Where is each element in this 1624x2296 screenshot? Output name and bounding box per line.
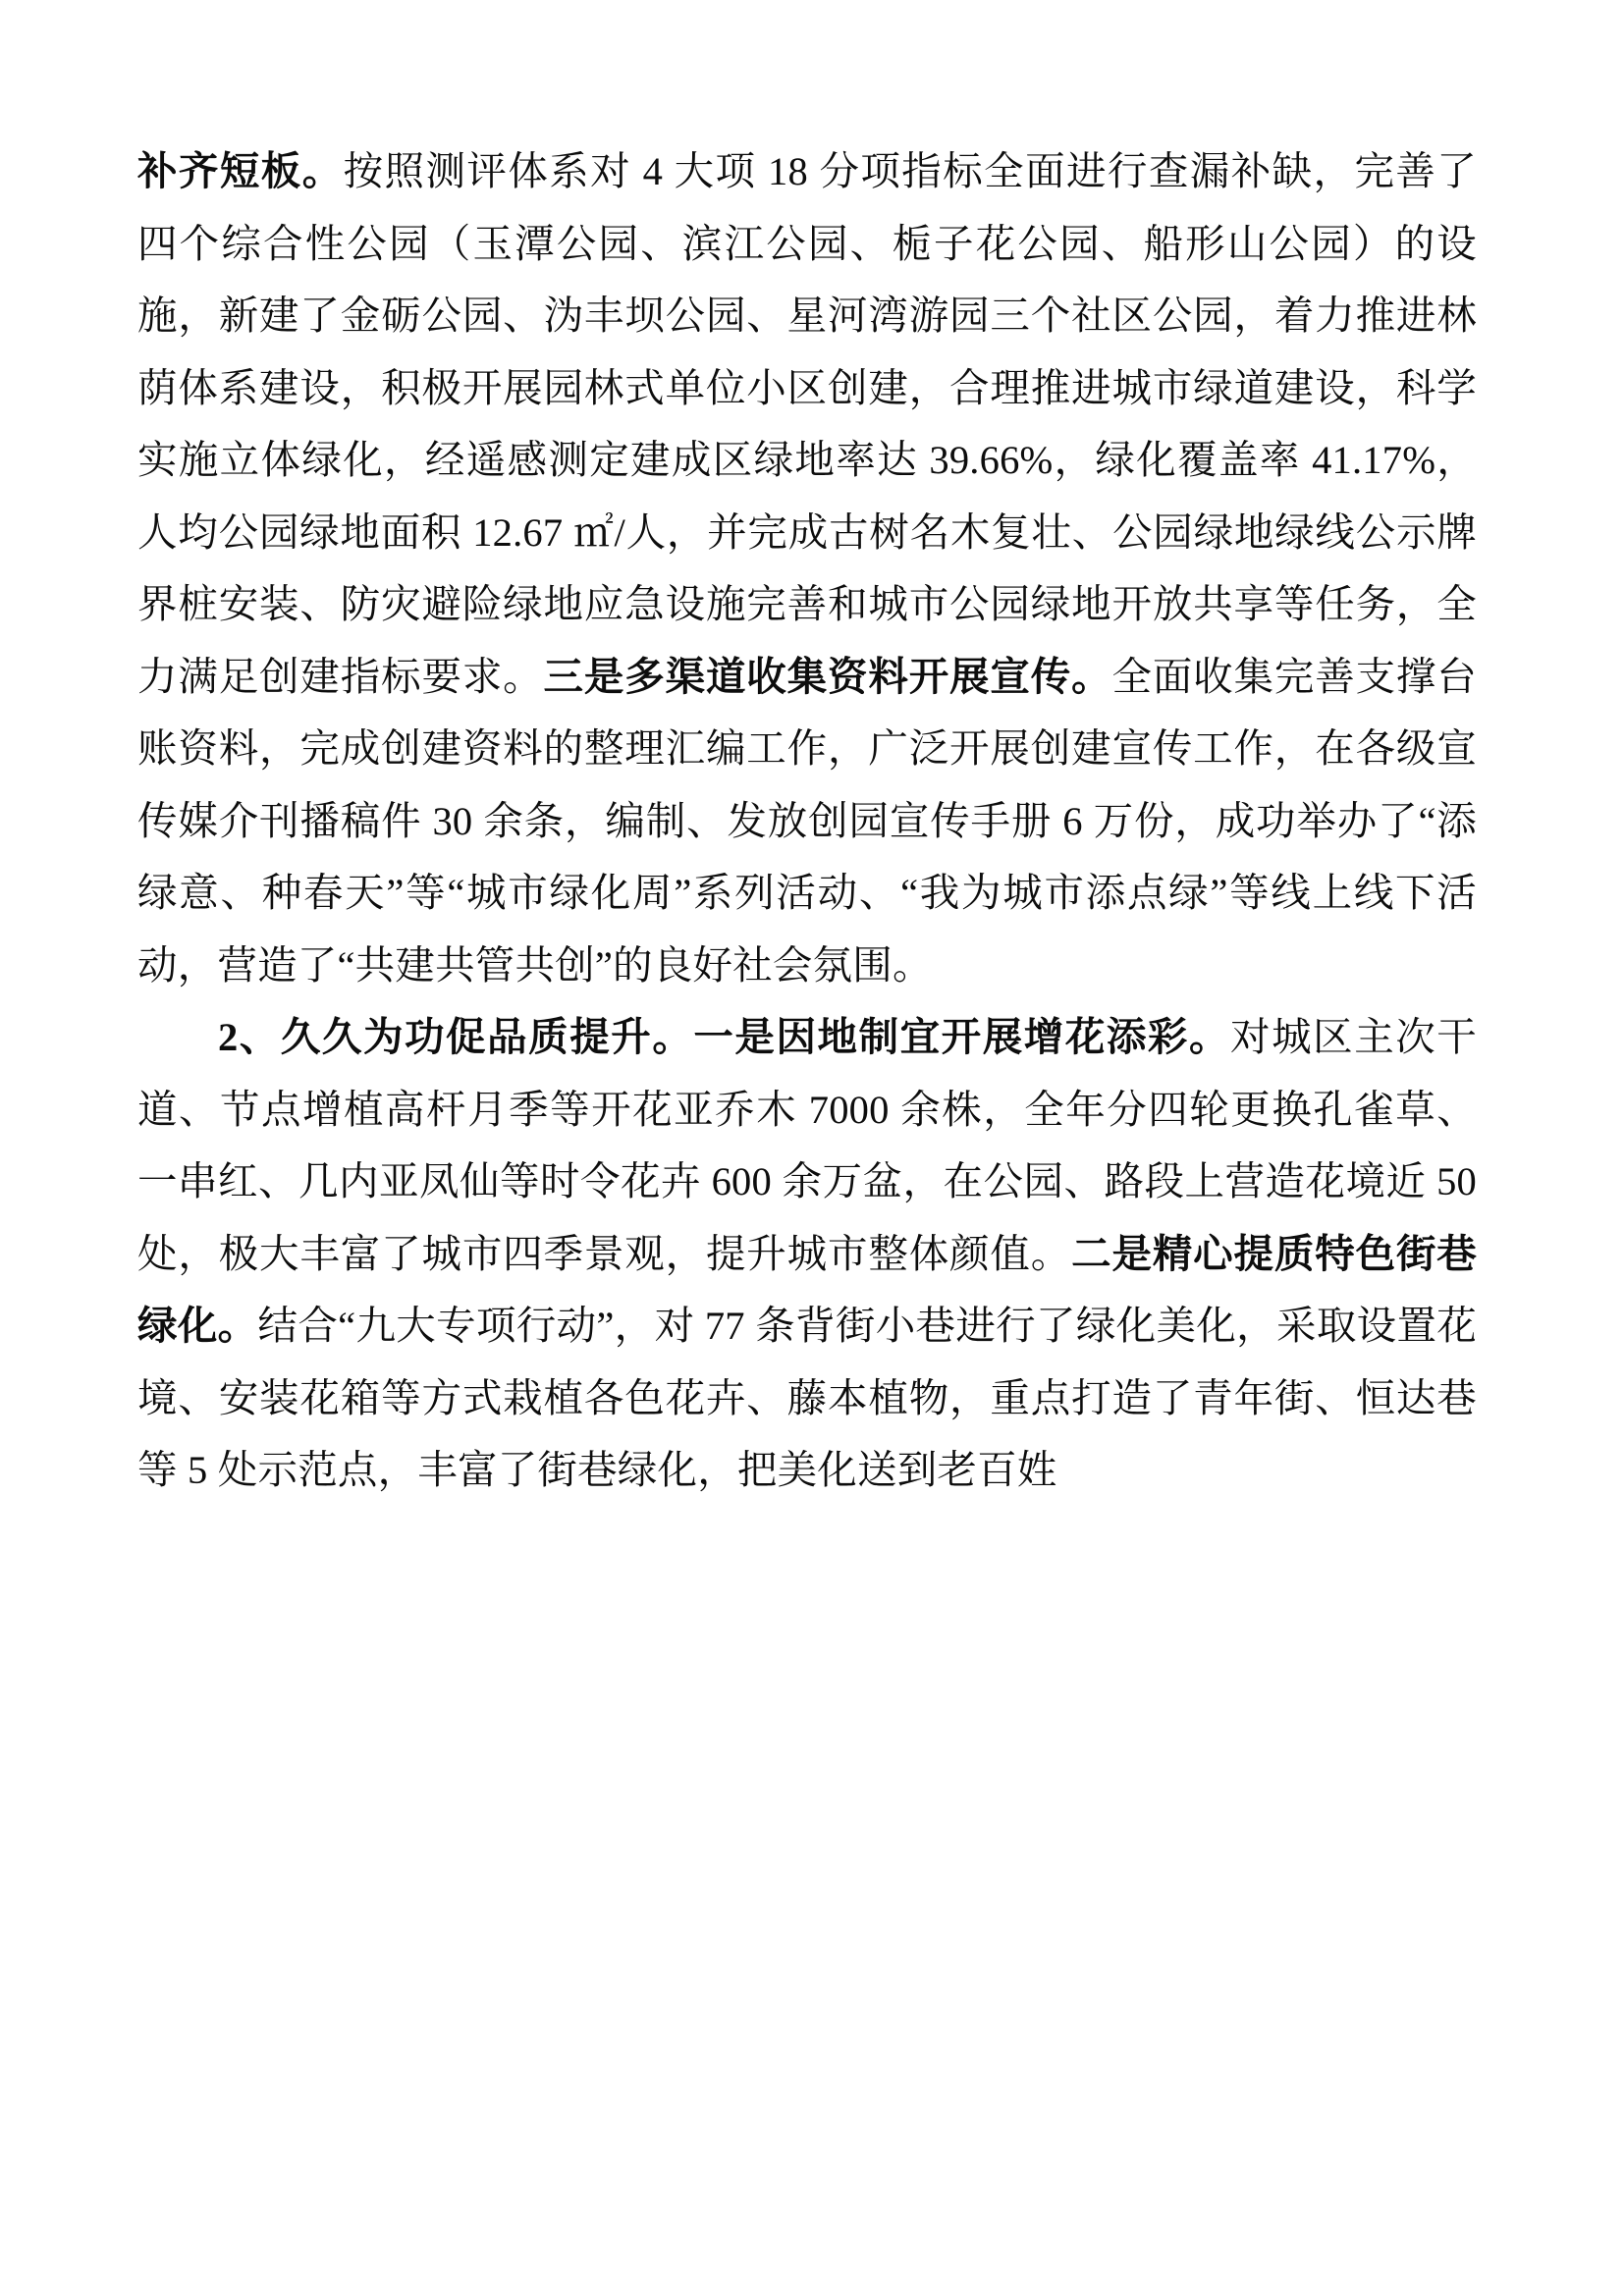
text-run: 结合“九大专项行动”，对 77 条背街小巷进行了绿化美化，采取设置花境、安装花箱等方式栽植各色花卉、藤本植物，重点打造了青年街、恒达巷等 5 处示范点，丰富了街巷绿化，把美化送到老百姓 [137, 1304, 1478, 1492]
text-run-bold: 二是精心提质特色街巷绿化。 [137, 1231, 1477, 1348]
text-run-bold: 2、久久为功促品质提升。一是因地制宜开展增花添彩。 [218, 1015, 1231, 1059]
para-2 [137, 1001, 1477, 1507]
text-run: 对城区主次干道、节点增植高杆月季等开花亚乔木 7000 余株，全年分四轮更换孔雀草、一串红、几内亚凤仙等时令花卉 600 余万盆，在公园、路段上营造花境近 50 处，极大丰富了城市四季景观，提升城市整体颜值。 [137, 1015, 1478, 1276]
text-run-bold: 三是多渠道收集资料开展宣传。 [543, 654, 1112, 699]
text-run-bold: 补齐短板。 [137, 149, 344, 193]
text-run: 全面收集完善支撑台账资料，完成创建资料的整理汇编工作，广泛开展创建宣传工作，在各级宣传媒介刊播稿件 30 余条，编制、发放创园宣传手册 6 万份，成功举办了“添绿意、种春天”等“城市绿化周”系列活动、“我为城市添点绿”等线上线下活动，营造了“共建共管共创”的良好社会氛围。 [137, 654, 1477, 988]
document-body [137, 135, 1477, 1507]
text-run: 按照测评体系对 4 大项 18 分项指标全面进行查漏补缺，完善了四个综合性公园（玉潭公园、滨江公园、栀子花公园、船形山公园）的设施，新建了金砺公园、沩丰坝公园、星河湾游园三个社区公园，着力推进林荫体系建设，积极开展园林式单位小区创建，合理推进城市绿道建设，科学实施立体绿化，经遥感测定建成区绿地率达 39.66%，绿化覆盖率 41.17%，人均公园绿地面积 12.67 ㎡/人，并完成古树名木复壮、公园绿地绿线公示牌界桩安装、防灾避险绿地应急设施完善和城市公园绿地开放共享等任务，全力满足创建指标要求。 [137, 149, 1478, 699]
para-1 [137, 135, 1477, 1001]
